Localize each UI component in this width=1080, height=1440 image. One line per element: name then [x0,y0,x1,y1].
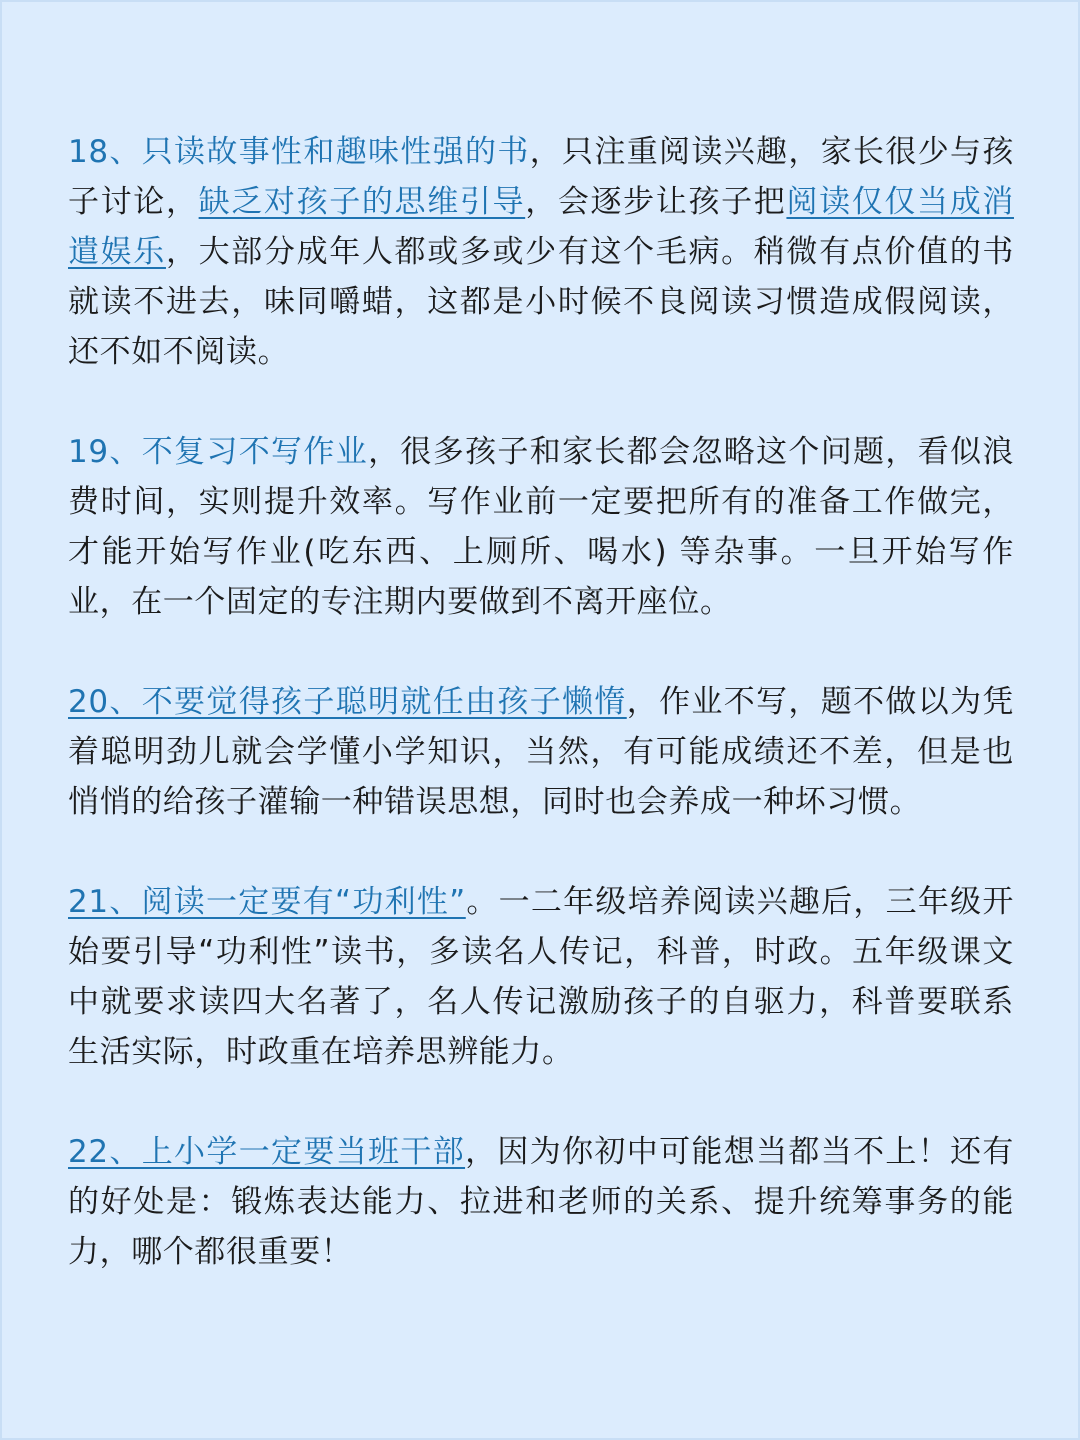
tip-22-text: ，因为你初中可能想当都当不上！还有的好处是：锻炼表达能力、拉进和老师的关系、提升统筹事务的能力，哪个都很重要！ [68,1134,1015,1270]
tip-20-heading: 20、不要觉得孩子聪明就任由孩子懒惰 [68,684,627,720]
tip-18-text: ，只注重阅读兴趣，家长很少与孩子讨论， [68,134,1014,220]
tip-18-text: ，会逐步让孩子把 [525,184,787,220]
tip-19-heading: 19、不复习不写作业 [68,434,369,470]
tip-18-text: ，大部分成年人都或多或少有这个毛病。稍微有点价值的书就读不进去，味同嚼蜡，这都是小时候不良阅读习惯造成假阅读，还不如不阅读。 [68,234,1014,370]
tip-21-heading: 21、阅读一定要有“功利性” [68,884,466,920]
tip-18-paragraph [68,127,1014,377]
tip-18-emphasis-2: 阅读仅仅当成消遣娱乐 [68,184,1014,270]
article-body [68,127,1014,1327]
tip-18-emphasis-1: 缺乏对孩子的思维引导 [198,184,526,220]
tip-21-paragraph [68,877,1014,1077]
tip-18-heading: 18、只读故事性和趣味性强的书 [68,134,530,170]
tip-20-text: ，作业不写，题不做以为凭着聪明劲儿就会学懂小学知识，当然，有可能成绩还不差，但是也悄悄的给孩子灌输一种错误思想，同时也会养成一种坏习惯。 [68,684,1015,820]
tip-19-paragraph [68,427,1014,627]
tip-20-paragraph [68,677,1014,827]
tip-21-text: 。一二年级培养阅读兴趣后，三年级开始要引导“功利性”读书，多读名人传记，科普，时政。五年级课文中就要求读四大名著了，名人传记激励孩子的自驱力，科普要联系生活实际，时政重在培养思辨能力。 [68,884,1015,1070]
tip-19-text: ，很多孩子和家长都会忽略这个问题，看似浪费时间，实则提升效率。写作业前一定要把所有的准备工作做完，才能开始写作业(吃东西、上厕所、喝水) 等杂事。一旦开始写作业，在一个固定的专注期内要做到不离开座位。 [68,434,1015,620]
tip-22-paragraph [68,1127,1014,1277]
tip-22-heading: 22、上小学一定要当班干部 [68,1134,466,1170]
